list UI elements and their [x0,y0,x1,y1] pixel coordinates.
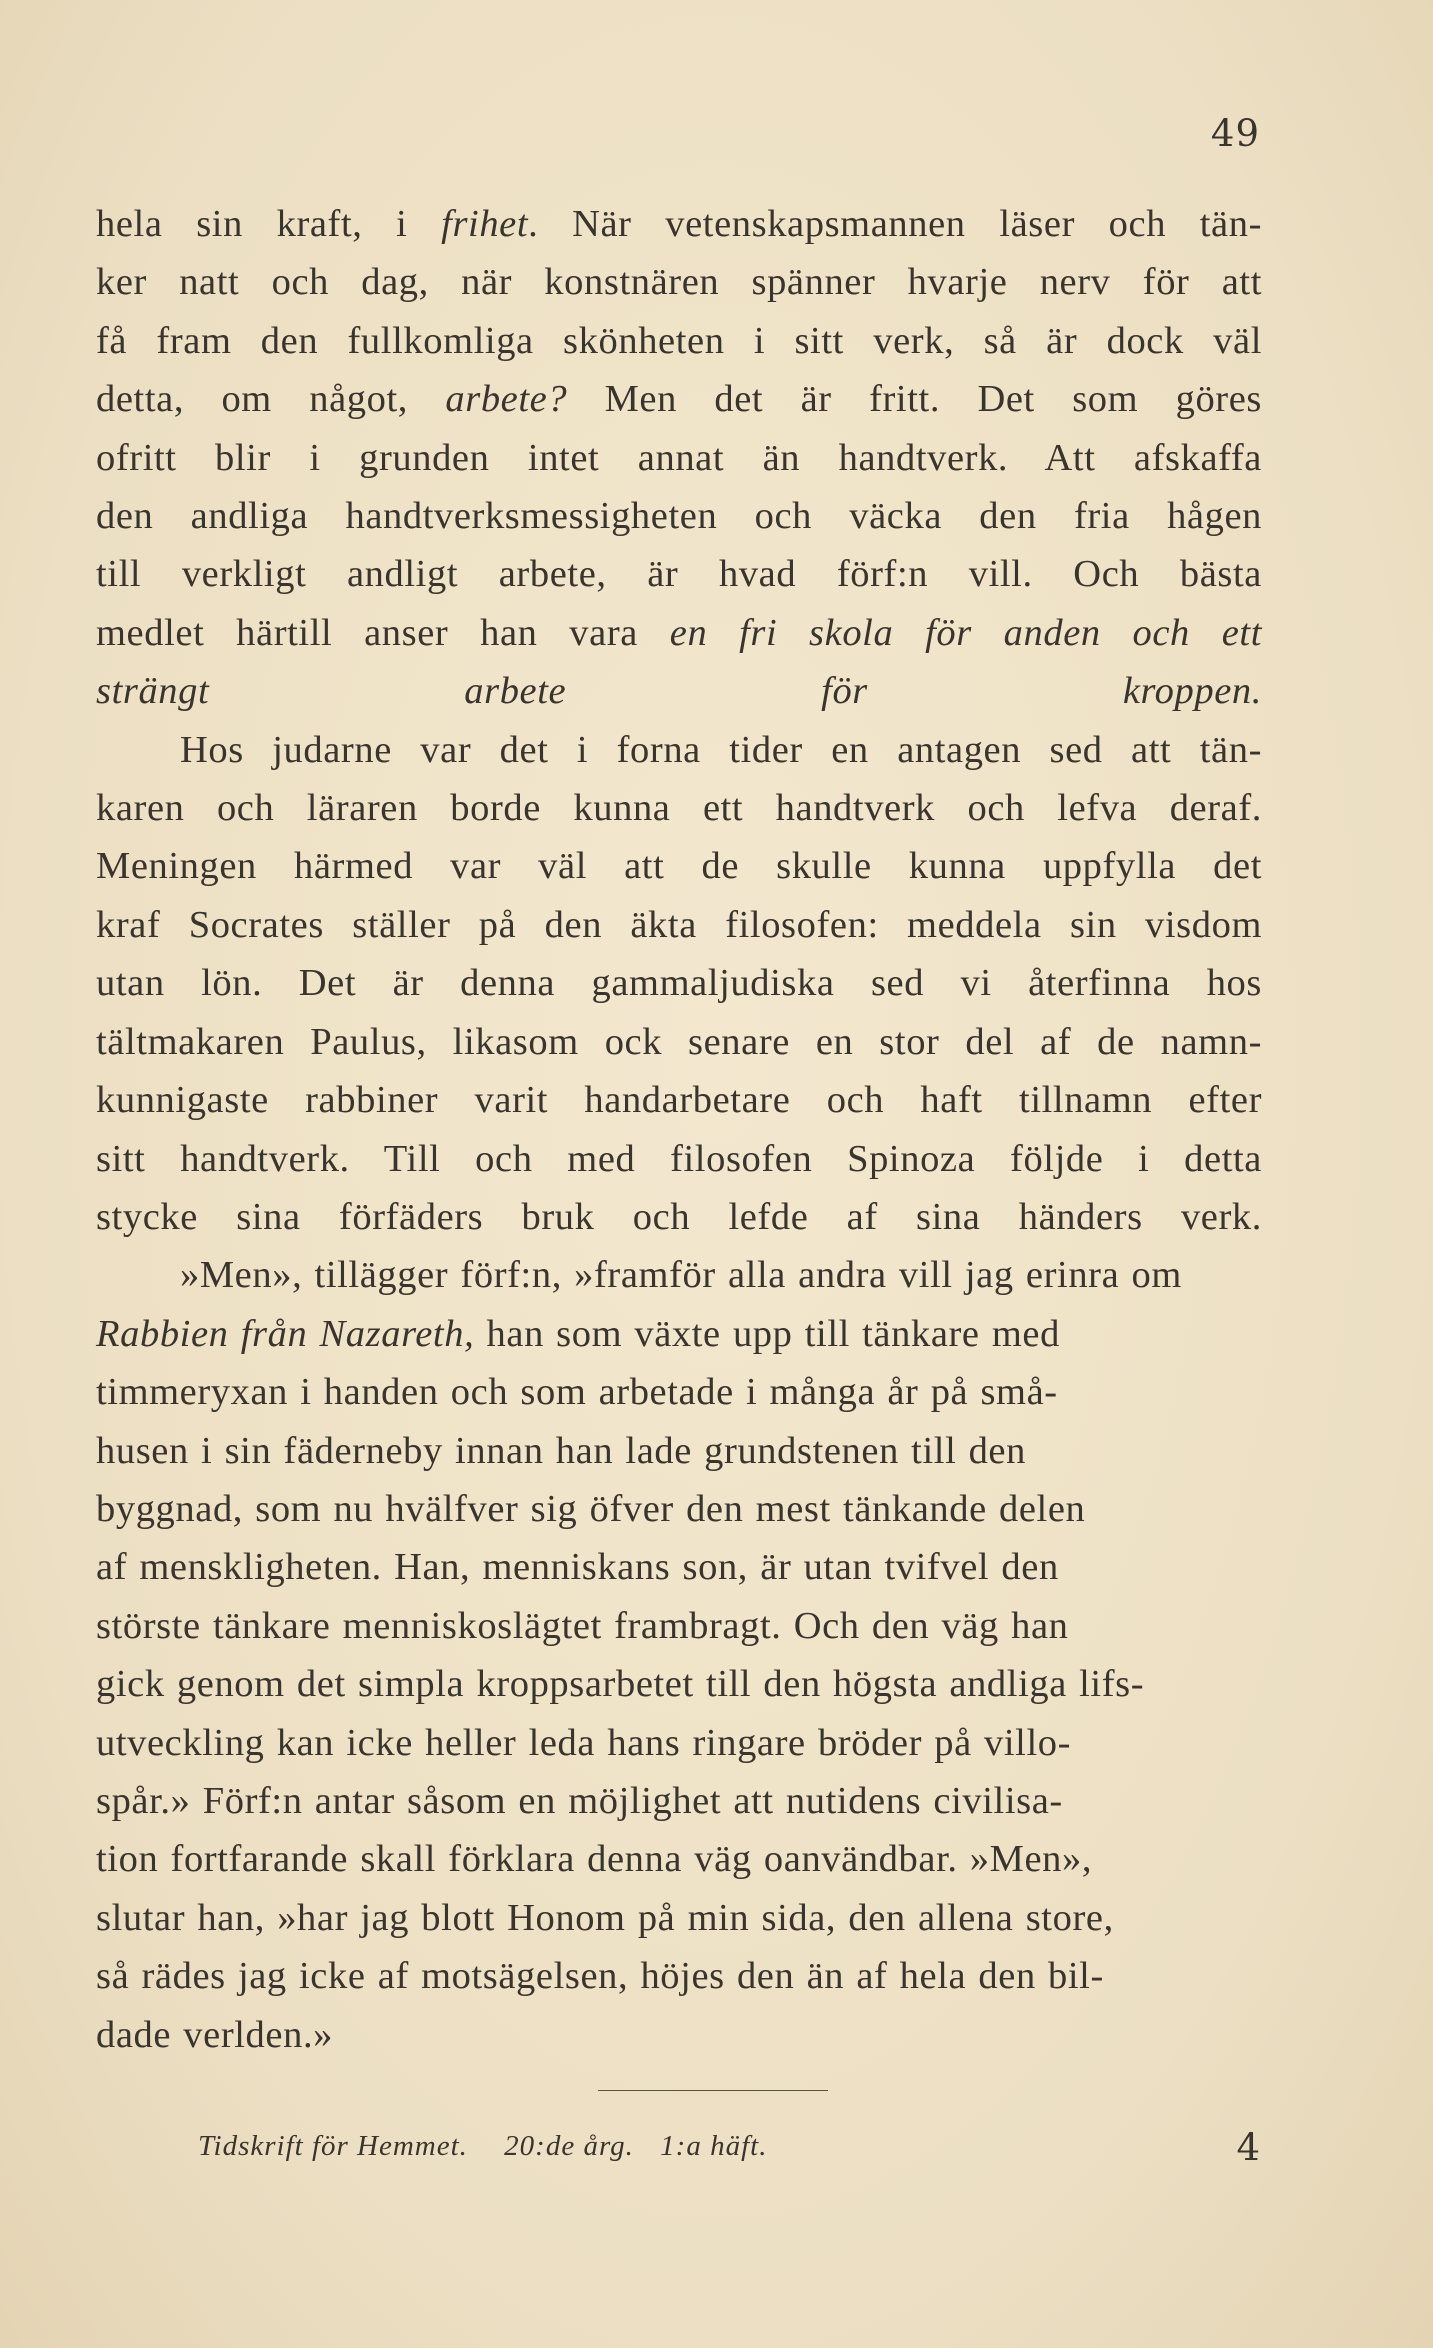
text-segment: tion fortfarande skall förklara denna väg oanvändbar. »Men», [96,1838,1093,1881]
italic-text: strängt arbete för kroppen. [96,670,1262,713]
text-segment: »Men», tillägger förf:n, »framför alla andra vill jag erinra om [180,1254,1182,1297]
text-segment: Hos judarne var det i forna tider en antagen sed att tän- [180,728,1262,771]
text-segment: störste tänkare menniskoslägtet frambragt. Och den väg han [96,1604,1069,1647]
text-segment: få fram den fullkomliga skönheten i sitt verk, så är dock väl [96,319,1262,362]
text-segment: husen i sin fäderneby innan han lade grundstenen till den [96,1429,1026,1472]
journal-title: Tidskrift för Hemmet. [198,2130,468,2162]
text-segment: hela sin kraft, i [96,203,442,245]
text-segment: byggnad, som nu hvälfver sig öfver den mest tänkande delen [96,1487,1086,1530]
text-segment: stycke sina förfäders bruk och lefde af sina händers verk. [96,1195,1262,1238]
text-segment: detta, om något, [96,378,446,421]
signature-mark: 4 [1236,2126,1260,2169]
page-footer [198,2130,1198,2163]
body-text [96,195,1262,2064]
paragraph [96,721,1262,1247]
text-segment: kraf Socrates ställer på den äkta filosofen: meddela sin visdom [96,903,1262,946]
journal-issue: 1:a häft. [660,2130,768,2162]
text-segment: utan lön. Det är denna gammaljudiska sed vi återfinna hos [96,962,1262,1005]
text-segment: kunnigaste rabbiner varit handarbetare och haft tillnamn efter [96,1079,1262,1122]
page-number: 49 [1210,112,1260,155]
text-segment: ofritt blir i grunden intet annat än handtverk. Att afskaffa [96,436,1262,479]
journal-year: 20:de årg. [504,2130,634,2162]
text-segment: gick genom det simpla kroppsarbetet till den högsta andliga lifs- [96,1663,1145,1706]
text-segment: ker natt och dag, när konstnären spänner hvarje nerv för att [96,261,1262,304]
footer-rule [598,2090,828,2091]
italic-text: Rabbien från Nazareth, [96,1312,475,1355]
text-segment: sitt handtverk. Till och med filosofen Spinoza följde i detta [96,1137,1262,1180]
italic-text: en fri skola för anden och ett [669,611,1262,654]
text-segment: . När vetenskapsmannen läser och tän- [528,203,1262,245]
text-segment: utveckling kan icke heller leda hans ringare bröder på villo- [96,1721,1072,1764]
text-segment: den andliga handtverksmessigheten och väcka den fria hågen [96,495,1262,538]
text-segment: af menskligheten. Han, menniskans son, är utan tvifvel den [96,1546,1059,1589]
text-segment: Men det är fritt. Det som göres [567,378,1262,421]
text-segment: till verkligt andligt arbete, är hvad förf:n vill. Och bästa [96,553,1262,596]
text-segment: tältmakaren Paulus, likasom ock senare en stor del af de namn- [96,1020,1262,1063]
paragraph [96,1246,1262,2064]
paragraph [96,195,1262,721]
text-segment: Meningen härmed var väl att de skulle kunna uppfylla det [96,845,1262,888]
text-segment: dade verlden.» [96,2013,334,2056]
text-segment: medlet härtill anser han vara [96,611,670,654]
italic-text: frihet [441,203,529,245]
text-segment: spår.» Förf:n antar såsom en möjlighet att nutidens civilisa- [96,1779,1063,1822]
italic-text: arbete? [445,378,568,421]
text-segment: så rädes jag icke af motsägelsen, höjes den än af hela den bil- [96,1955,1104,1998]
text-segment: slutar han, »har jag blott Honom på min sida, den allena store, [96,1896,1114,1939]
text-segment: han som växte upp till tänkare med [474,1312,1060,1355]
text-segment: karen och läraren borde kunna ett handtverk och lefva deraf. [96,787,1262,830]
text-segment: timmeryxan i handen och som arbetade i många år på små- [96,1371,1058,1414]
